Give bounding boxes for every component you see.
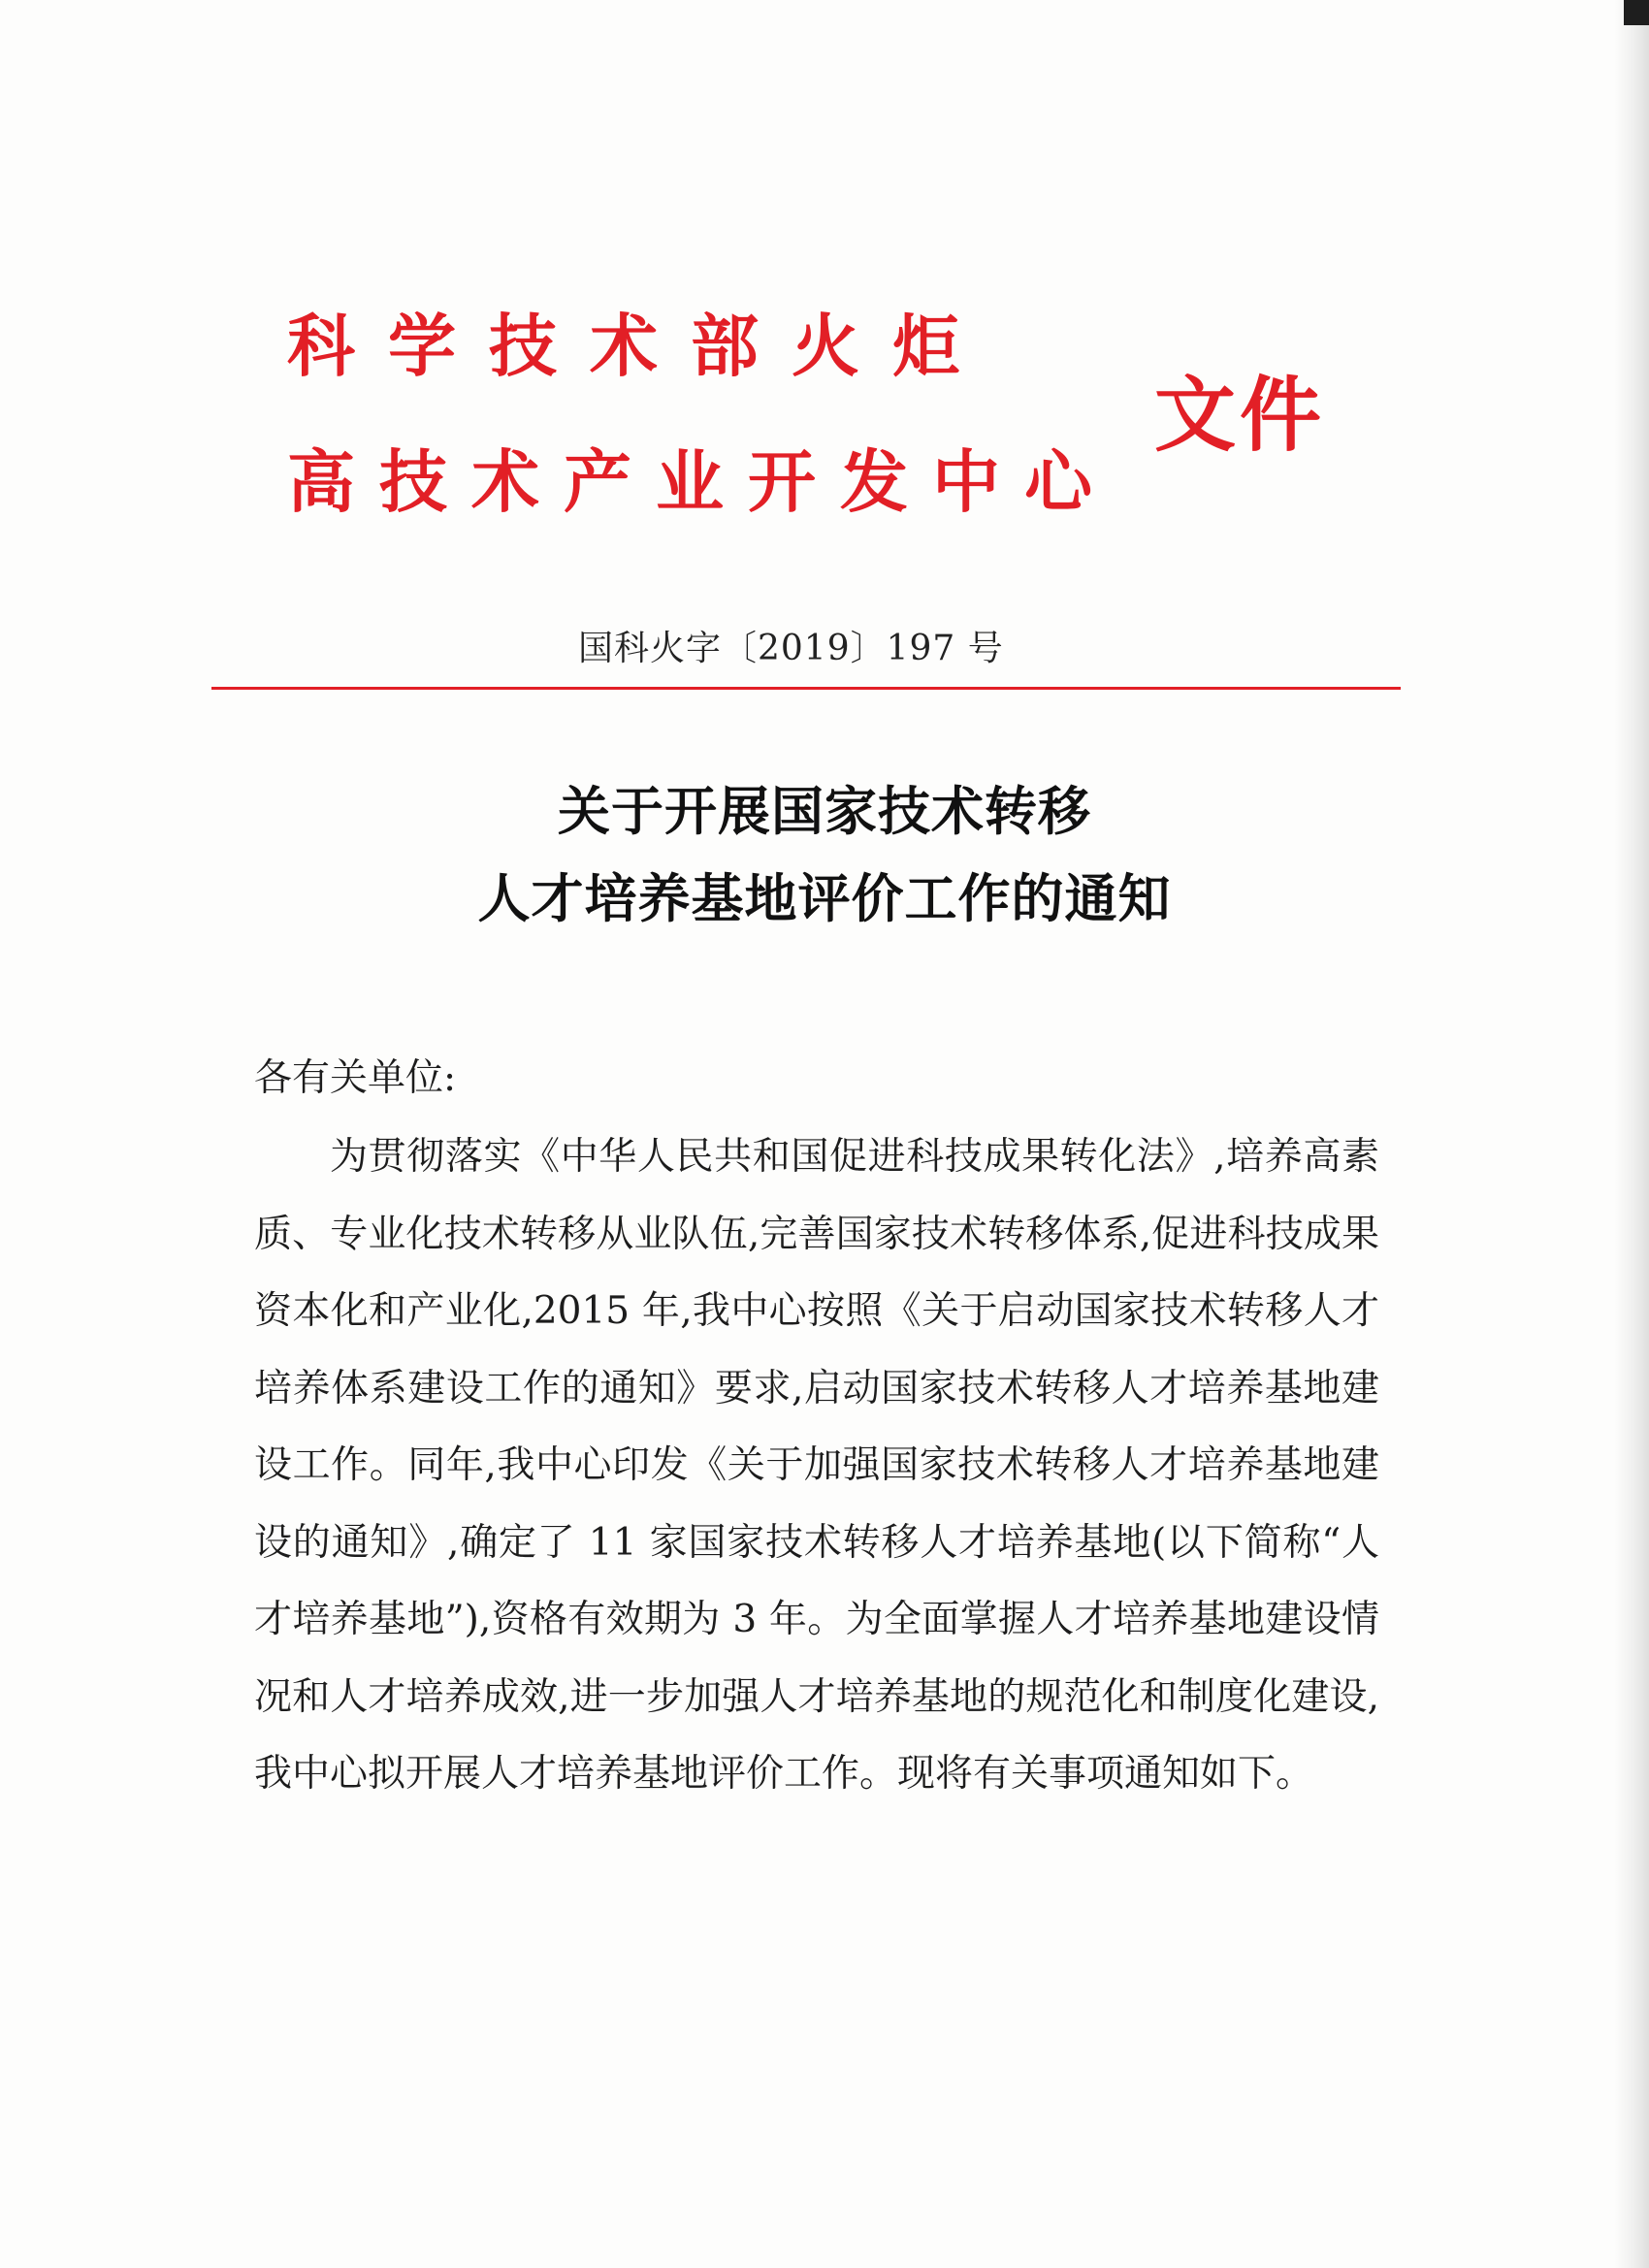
letterhead-org-line-1: 科学技术部火炬 xyxy=(287,306,993,386)
letterhead-org-line-2: 高技术产业开发中心 xyxy=(287,441,1116,522)
document-number: 国科火字〔2019〕197 号 xyxy=(578,629,1004,668)
letterhead-red-rule xyxy=(211,687,1401,690)
salutation: 各有关单位: xyxy=(254,1056,457,1100)
scan-corner-mark xyxy=(1624,0,1649,25)
body-paragraph: 为贯彻落实《中华人民共和国促进科技成果转化法》,培养高素质、专业化技术转移从业队伍,完善国家技术转移体系,促进科技成果资本化和产业化,2015 年,我中心按照《关于启动国家技术转移人才培养体系建设工作的通知》要求,启动国家技术转移人才培养基地建设工作。同年,我中心印发《关于加强国家技术转移人才培养基地建设的通知》,确定了 11 家国家技术转移人才培养基地(以下简称“人才培养基地”),资格有效期为 3 年。为全面掌握人才培养基地建设情况和人才培养成效,进一步加强人才培养基地的规范化和制度化建设,我中心拟开展人才培养基地评价工作。现将有关事项通知如下。 xyxy=(254,1135,1379,1796)
letterhead-document-word: 文件 xyxy=(1154,367,1326,463)
document-title-line-2: 人才培养基地评价工作的通知 xyxy=(477,868,1172,929)
document-title-line-1: 关于开展国家技术转移 xyxy=(558,781,1091,842)
body-text xyxy=(254,1118,1379,1813)
scan-edge-shadow xyxy=(1614,0,1649,2268)
